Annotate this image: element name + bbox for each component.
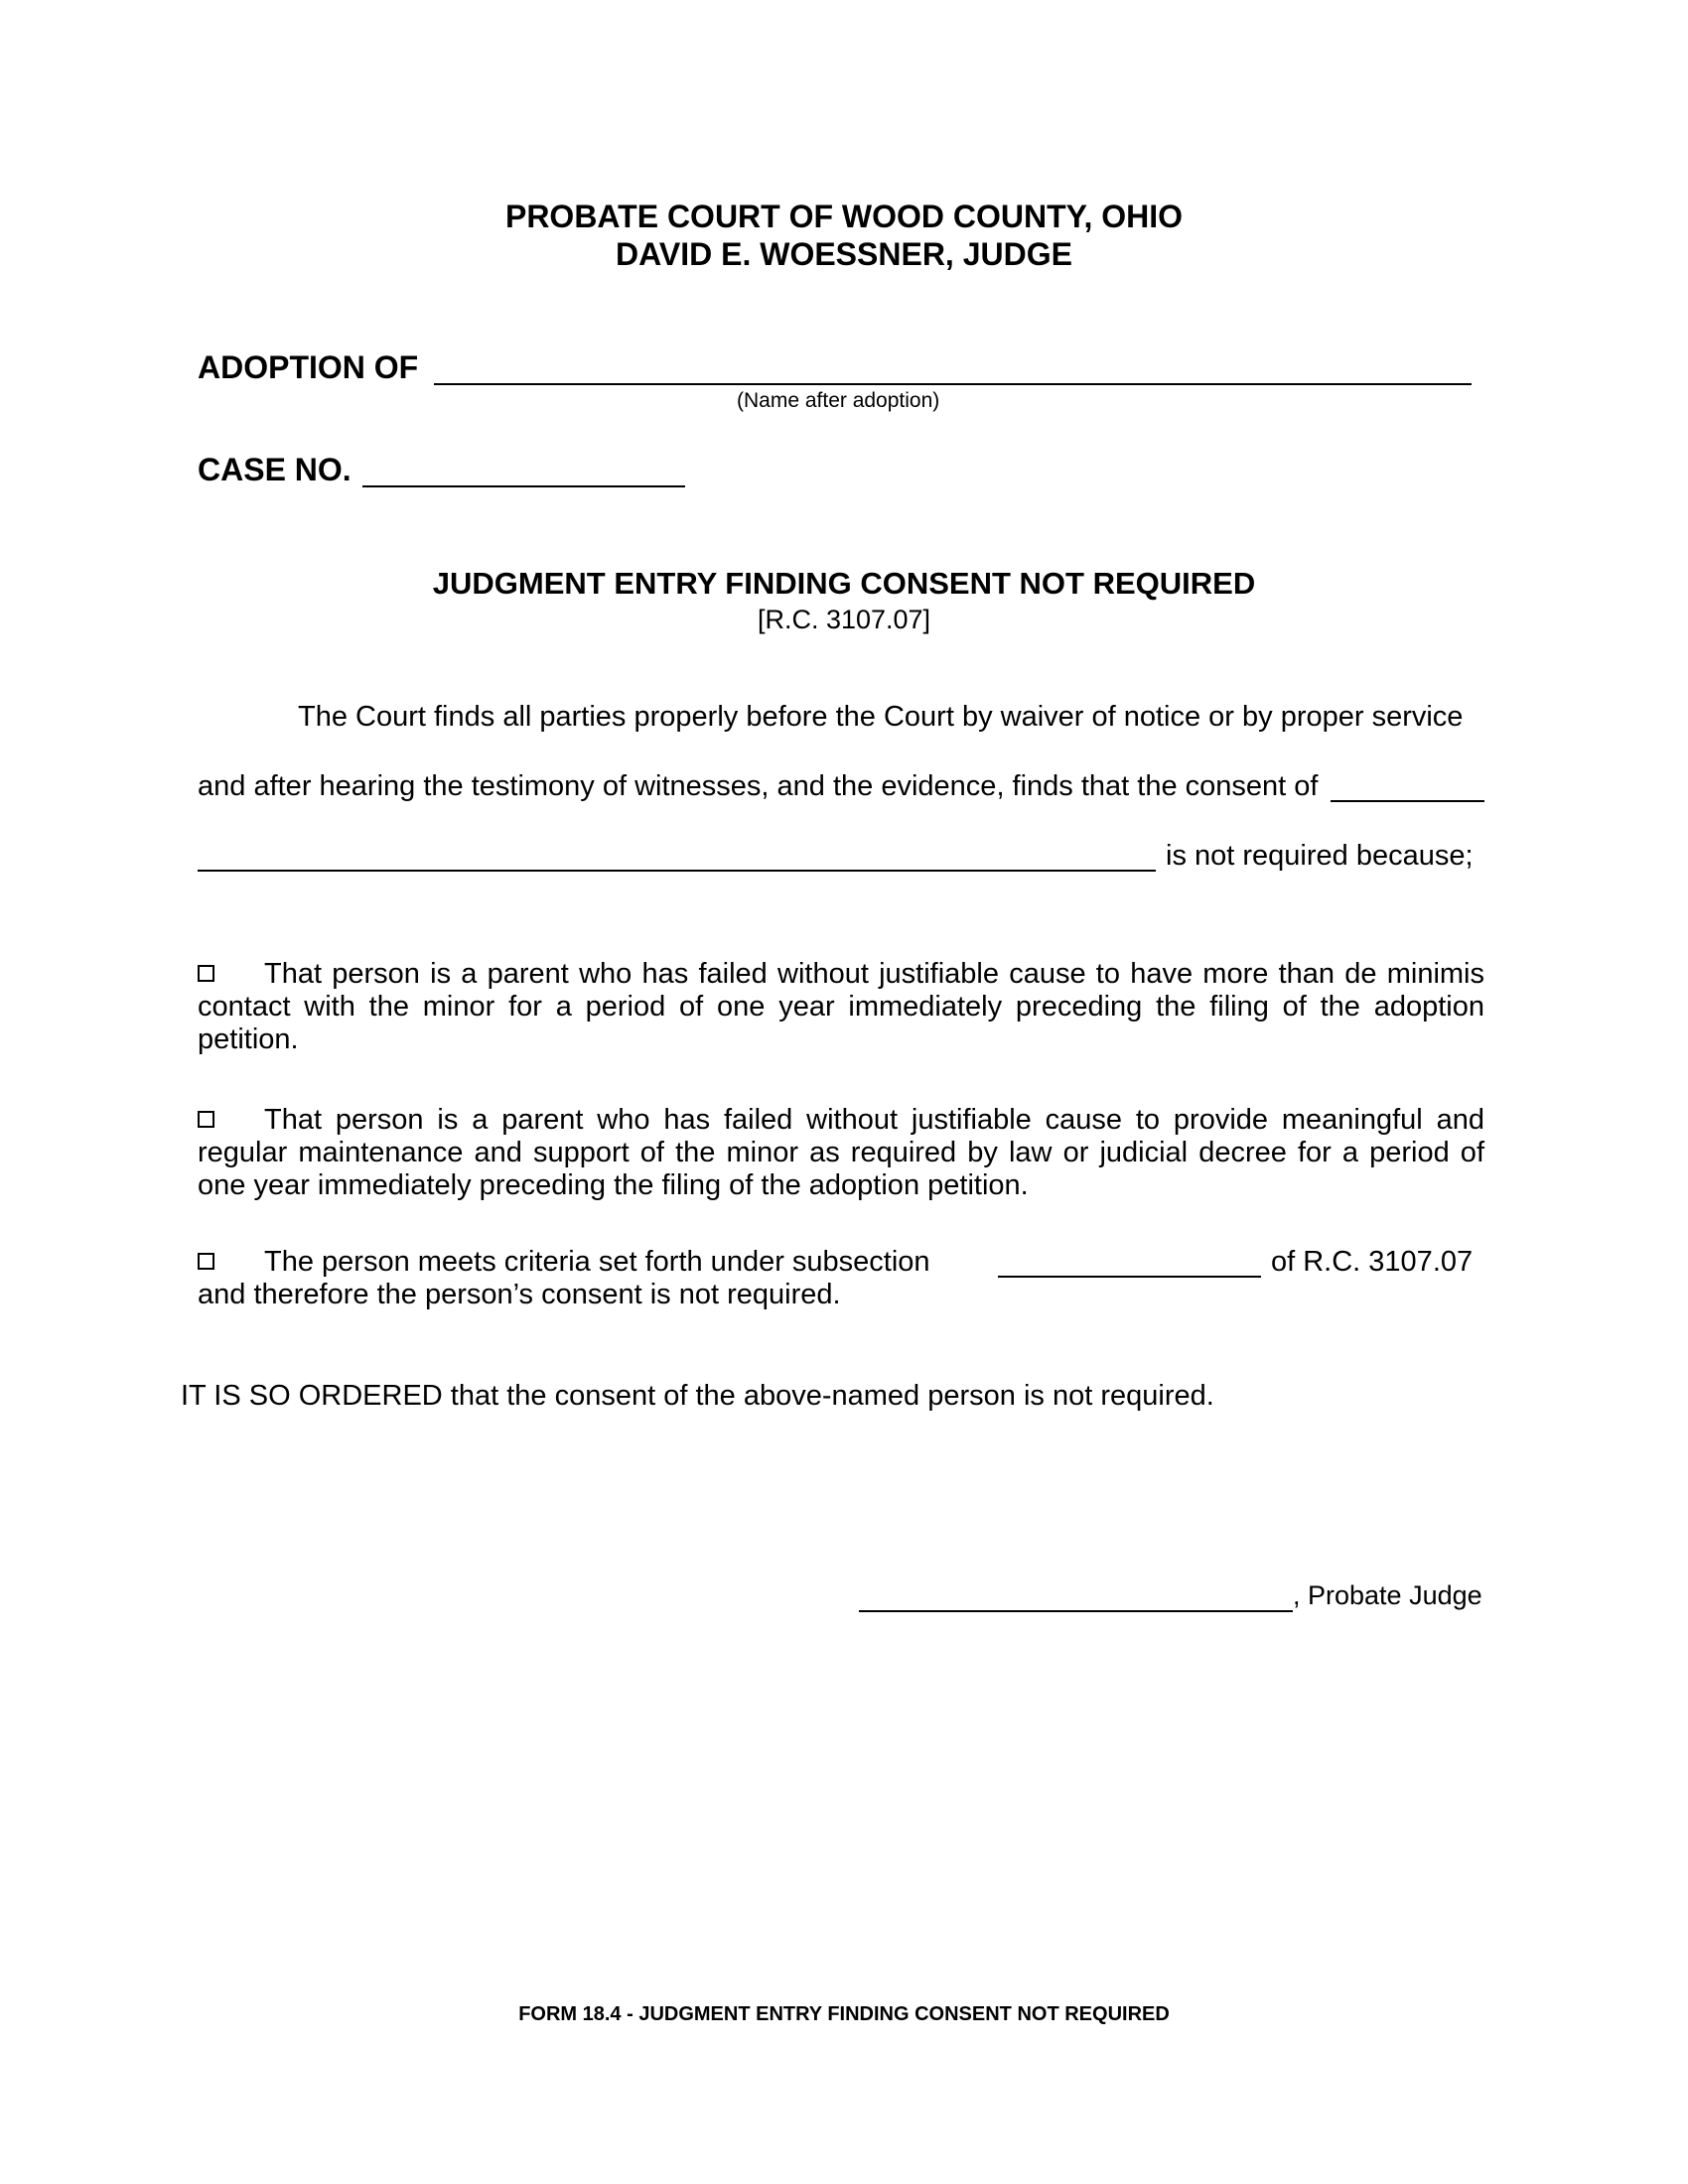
option-3-text-a: The person meets criteria set forth under subsection bbox=[264, 1246, 930, 1278]
option-3-text-b: of R.C. 3107.07 bbox=[1271, 1246, 1474, 1278]
option-1-text: That person is a parent who has failed without justifiable cause to have more than de minimis contact with the minor for a period of one year immediately preceding the filing of the adoption petition. bbox=[198, 958, 1484, 1055]
option-2-checkbox[interactable] bbox=[198, 1111, 214, 1128]
judge-name: DAVID E. WOESSNER, JUDGE bbox=[616, 236, 1072, 272]
option-1 bbox=[198, 958, 1484, 1056]
findings-line-1: The Court finds all parties properly before the Court by waiver of notice or by proper service bbox=[298, 701, 1464, 733]
form-footer: FORM 18.4 - JUDGMENT ENTRY FINDING CONSENT NOT REQUIRED bbox=[518, 2003, 1170, 2025]
findings-line-3: is not required because; bbox=[1166, 840, 1474, 872]
order-statement: IT IS SO ORDERED that the consent of the above-named person is not required. bbox=[181, 1380, 1214, 1412]
option-1-checkbox[interactable] bbox=[198, 965, 214, 982]
court-name: PROBATE COURT OF WOOD COUNTY, OHIO bbox=[504, 199, 1184, 234]
statute-citation: [R.C. 3107.07] bbox=[757, 605, 931, 634]
subsection-field[interactable] bbox=[998, 1276, 1261, 1278]
adoption-name-hint: (Name after adoption) bbox=[737, 389, 940, 412]
adoption-label: ADOPTION OF bbox=[198, 349, 419, 385]
consent-person-field-a[interactable] bbox=[1331, 800, 1484, 802]
consent-person-field-b[interactable] bbox=[198, 870, 1156, 872]
document-title: JUDGMENT ENTRY FINDING CONSENT NOT REQUIRED bbox=[432, 566, 1256, 601]
option-3-checkbox[interactable] bbox=[198, 1253, 214, 1270]
findings-line-2: and after hearing the testimony of witnesses, and the evidence, finds that the consent of bbox=[198, 770, 1319, 802]
case-no-label: CASE NO. bbox=[198, 452, 352, 487]
option-3-line-2: and therefore the person’s consent is not required. bbox=[198, 1279, 841, 1310]
judge-signature-field[interactable] bbox=[859, 1610, 1293, 1612]
case-no-field[interactable] bbox=[362, 485, 685, 487]
adoption-name-field[interactable] bbox=[434, 383, 1472, 385]
signature-label: , Probate Judge bbox=[1293, 1580, 1482, 1610]
option-2-text: That person is a parent who has failed without justifiable cause to provide meaningful and regular maintenance and support of the minor as required by law or judicial decree for a period of one year immediately preceding the filing of the adoption petition. bbox=[198, 1104, 1484, 1201]
option-2 bbox=[198, 1104, 1484, 1202]
